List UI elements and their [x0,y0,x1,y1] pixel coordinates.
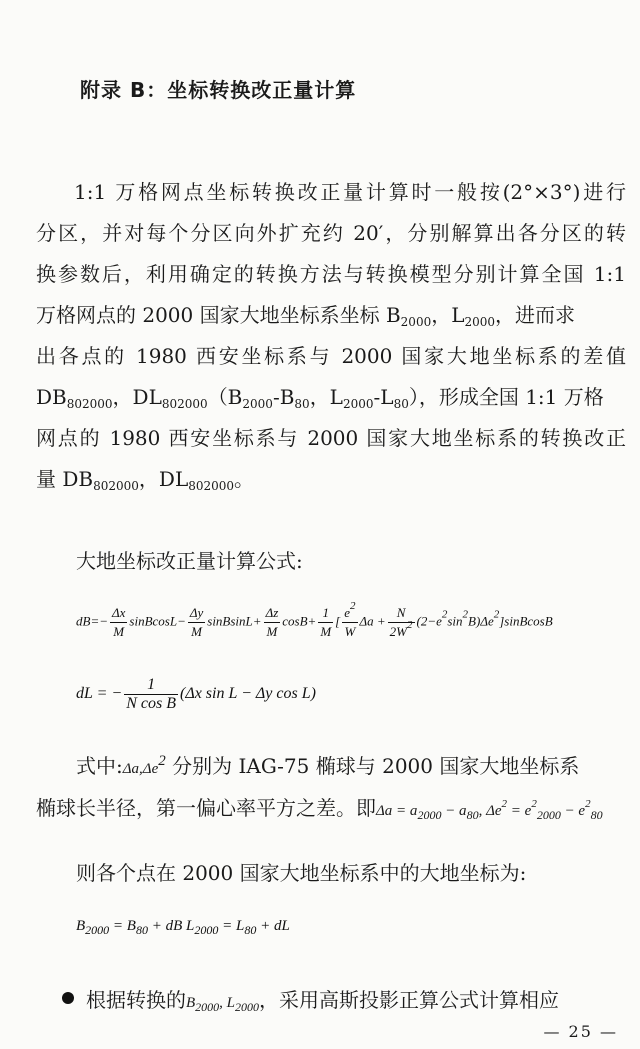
formula-dB: dB=− $\frac{\Delta x}{M}$ sinBcosL− $\frac{\Delta y}{M}$ sinBsinL+ $\frac{\Delta z}{M}$ cosB+ $\frac{1}{M}$ [ $\frac{e^2}{W}$ Δa + $\frac{N}{2W^2}$ $(2-e^2\sin^2B)\Delta e^2]sinBcosB$ [76,600,553,639]
para-line-1: 1:1 万格网点坐标转换改正量计算时一般按(2°×3°)进行 [74,180,626,204]
intro-paragraph [36,172,626,500]
para-line-8: 量 $DB_{802000}$，$DL_{802000}$。 [36,467,255,493]
para-line-6: $DB_{802000}$，$DL_{802000}(B_{2000}-B_{80}$，$L_{2000}-L_{80}$），形成全国 1:1 万格 [36,385,604,411]
formula-label: 大地坐标改正量计算公式: [76,549,303,573]
para-line-3: 换参数后，利用确定的转换方法与转换模型分别计算全国 1:1 [36,262,626,286]
formula-coords: $B_{2000} = B_{80}$ + dB $L_{2000} = L_{80}$ + dL [76,918,290,937]
page-number: — 25 — [543,1022,618,1041]
appendix-heading: 附录 B：坐标转换改正量计算 [80,78,357,102]
where-line-2: 椭球长半径，第一偏心率平方之差。即$\Delta a = a_{2000} - a_{80}$, $\Delta e^2 = e^2_{2000} - e^2_{80}$ [36,796,603,822]
formula-dL: dL = − $\frac{1}{\text{N cos B}}$ (Δx sin L − Δy cos L) [76,676,316,712]
coords-label: 则各个点在 2000 国家大地坐标系中的大地坐标为: [76,861,527,885]
para-line-4: 万格网点的 2000 国家大地坐标系坐标 $B_{2000}$，$L_{2000}$，进而求 [36,303,576,329]
bullet-text: 根据转换的$B_{2000}$, $L_{2000}$，采用高斯投影正算公式计算相应 [86,988,560,1014]
para-line-2: 分区，并对每个分区向外扩充约 20′，分别解算出各分区的转 [36,221,626,245]
para-line-7: 网点的 1980 西安坐标系与 2000 国家大地坐标系的转换改正 [36,426,626,450]
where-line-1: 式中$:\Delta a,\Delta e^2$ 分别为 IAG-75 椭球与 2000 国家大地坐标系 [76,753,580,778]
para-line-5: 出各点的 1980 西安坐标系与 2000 国家大地坐标系的差值 [36,344,626,368]
bullet-dot [62,992,74,1004]
